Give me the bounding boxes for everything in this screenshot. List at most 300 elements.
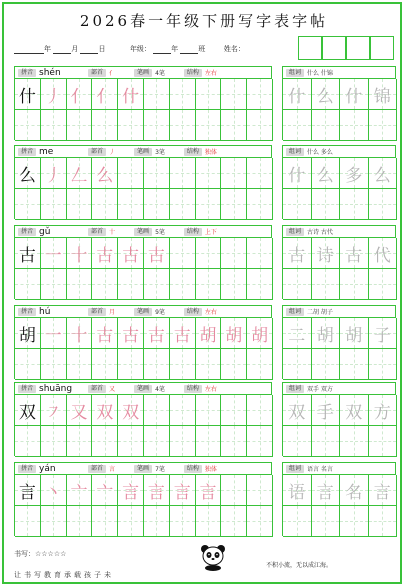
grid-cell[interactable] <box>221 110 247 141</box>
words-grid <box>282 474 396 536</box>
grid-cell[interactable] <box>118 269 144 300</box>
grid-cell[interactable] <box>196 395 222 426</box>
grid-cell[interactable] <box>221 349 247 380</box>
grid-cell[interactable] <box>15 189 41 220</box>
writing-grid <box>14 237 272 299</box>
stroke-step: 古 <box>96 245 114 266</box>
year-label: 年 <box>44 45 51 53</box>
radical-label: 部首 <box>88 385 106 393</box>
character-section <box>4 382 404 460</box>
grid-cell[interactable] <box>67 426 93 457</box>
worksheet-page <box>2 2 402 584</box>
words-grid <box>282 78 396 140</box>
word-cell[interactable] <box>369 318 398 349</box>
grid-cell[interactable] <box>196 269 222 300</box>
word-character: 语 <box>288 482 306 503</box>
strokes-value: 4笔 <box>155 70 165 77</box>
grid-cell[interactable] <box>221 475 247 506</box>
grid-cell[interactable] <box>221 158 247 189</box>
words-header <box>282 225 396 237</box>
grid-cell[interactable] <box>118 318 144 349</box>
grid-cell[interactable] <box>144 110 170 141</box>
pinyin-value: hú <box>39 306 51 317</box>
words-header <box>282 462 396 474</box>
stroke-step: 古 <box>96 325 114 346</box>
writing-grid <box>14 78 272 140</box>
grid-cell[interactable] <box>247 158 273 189</box>
year-blank[interactable] <box>14 47 44 54</box>
word-cell[interactable] <box>312 269 341 300</box>
grid-cell[interactable] <box>144 238 170 269</box>
grid-cell[interactable] <box>221 395 247 426</box>
writing-grid <box>14 474 272 536</box>
word-cell[interactable] <box>340 238 369 269</box>
model-character: 胡 <box>18 325 36 346</box>
grid-cell[interactable] <box>92 79 118 110</box>
grid-cell[interactable] <box>92 158 118 189</box>
grid-cell[interactable] <box>92 349 118 380</box>
strokes-label: 笔画 <box>134 385 152 393</box>
word-cell[interactable] <box>340 110 369 141</box>
word-cell[interactable] <box>340 506 369 537</box>
words-label: 组词 <box>286 228 304 236</box>
grid-cell[interactable] <box>67 238 93 269</box>
word-character: 双 <box>345 402 363 423</box>
grid-cell[interactable] <box>41 318 67 349</box>
grid-cell[interactable] <box>144 158 170 189</box>
word-cell[interactable] <box>283 110 312 141</box>
grid-cell[interactable] <box>247 269 273 300</box>
word-character: 古 <box>345 245 363 266</box>
grid-cell[interactable] <box>118 475 144 506</box>
grid-cell[interactable] <box>247 110 273 141</box>
grid-cell[interactable] <box>67 475 93 506</box>
grid-cell[interactable] <box>247 318 273 349</box>
stroke-step: 古 <box>122 325 140 346</box>
grid-cell[interactable] <box>144 269 170 300</box>
structure-label: 结构 <box>184 385 202 393</box>
character-header <box>14 462 272 474</box>
character-section <box>4 462 404 540</box>
word-cell[interactable] <box>340 395 369 426</box>
grid-cell[interactable] <box>92 238 118 269</box>
word-cell[interactable] <box>283 349 312 380</box>
class-label: 班 <box>198 45 206 53</box>
stroke-step: 十 <box>70 245 88 266</box>
words-header <box>282 382 396 394</box>
word-character: 胡 <box>316 325 334 346</box>
grid-cell[interactable] <box>221 426 247 457</box>
grid-cell[interactable] <box>92 426 118 457</box>
grid-cell[interactable] <box>144 395 170 426</box>
radical-value: 丿 <box>109 149 116 156</box>
word-cell[interactable] <box>283 475 312 506</box>
word-cell[interactable] <box>312 426 341 457</box>
word-cell[interactable] <box>369 395 398 426</box>
stroke-step: 一 <box>44 325 62 346</box>
stroke-step: 亠 <box>96 482 114 503</box>
word-cell[interactable] <box>340 475 369 506</box>
stroke-step: 亻 <box>70 86 88 107</box>
day-blank[interactable] <box>80 47 98 54</box>
class-blank[interactable] <box>180 47 198 54</box>
structure-label: 结构 <box>184 148 202 156</box>
grid-cell[interactable] <box>196 158 222 189</box>
grid-cell[interactable] <box>170 426 196 457</box>
grid-cell[interactable] <box>118 110 144 141</box>
grid-cell[interactable] <box>15 318 41 349</box>
words-header <box>282 66 396 78</box>
word-cell[interactable] <box>283 79 312 110</box>
pinyin-label: 拼音 <box>18 148 36 156</box>
word-character: 么 <box>316 165 334 186</box>
grid-cell[interactable] <box>15 426 41 457</box>
words-grid <box>282 394 396 456</box>
word-cell[interactable] <box>369 269 398 300</box>
grid-cell[interactable] <box>221 189 247 220</box>
grid-cell[interactable] <box>247 238 273 269</box>
grid-cell[interactable] <box>41 475 67 506</box>
structure-value: 上下 <box>204 229 217 236</box>
radical-value: 月 <box>109 309 116 316</box>
grid-cell[interactable] <box>170 506 196 537</box>
grid-cell[interactable] <box>170 189 196 220</box>
word-cell[interactable] <box>283 506 312 537</box>
words-label: 组词 <box>286 385 304 393</box>
grid-cell[interactable] <box>170 79 196 110</box>
grid-cell[interactable] <box>92 475 118 506</box>
grade-year-label: 年 <box>171 45 179 53</box>
grid-cell[interactable] <box>221 318 247 349</box>
word-cell[interactable] <box>312 475 341 506</box>
grid-cell[interactable] <box>15 475 41 506</box>
pinyin-value: gǔ <box>39 226 51 237</box>
word-cell[interactable] <box>283 189 312 220</box>
stroke-step: 古 <box>122 245 140 266</box>
words-label: 组词 <box>286 465 304 473</box>
grid-cell[interactable] <box>67 506 93 537</box>
grid-cell[interactable] <box>196 506 222 537</box>
pinyin-label: 拼音 <box>18 385 36 393</box>
grid-cell[interactable] <box>196 349 222 380</box>
radical-label: 部首 <box>88 148 106 156</box>
page-title: 2026春一年级下册写字表字帖 <box>79 12 329 30</box>
character-header <box>14 305 272 317</box>
word-cell[interactable] <box>369 110 398 141</box>
info-row <box>14 44 245 54</box>
stroke-step: 双 <box>122 402 140 423</box>
word-cell[interactable] <box>312 158 341 189</box>
words-grid <box>282 237 396 299</box>
character-header <box>14 66 272 78</box>
grid-cell[interactable] <box>41 158 67 189</box>
grid-cell[interactable] <box>41 110 67 141</box>
grid-cell[interactable] <box>41 238 67 269</box>
grade-blank[interactable] <box>153 47 171 54</box>
word-character: 言 <box>373 482 391 503</box>
grid-cell[interactable] <box>92 189 118 220</box>
stroke-step: 十 <box>70 325 88 346</box>
grid-cell[interactable] <box>41 189 67 220</box>
word-cell[interactable] <box>283 318 312 349</box>
pinyin-label: 拼音 <box>18 308 36 316</box>
grid-cell[interactable] <box>196 318 222 349</box>
stroke-step: 双 <box>96 402 114 423</box>
grid-cell[interactable] <box>170 475 196 506</box>
grid-cell[interactable] <box>247 475 273 506</box>
month-blank[interactable] <box>53 47 71 54</box>
radical-label: 部首 <box>88 69 106 77</box>
word-cell[interactable] <box>340 426 369 457</box>
word-character: 手 <box>316 402 334 423</box>
grid-cell[interactable] <box>41 269 67 300</box>
radical-value: 十 <box>109 229 116 236</box>
grid-cell[interactable] <box>221 506 247 537</box>
grid-cell[interactable] <box>144 349 170 380</box>
grid-cell[interactable] <box>247 349 273 380</box>
word-cell[interactable] <box>340 349 369 380</box>
grid-cell[interactable] <box>15 158 41 189</box>
grid-cell[interactable] <box>247 506 273 537</box>
words-value: 语言 名言 <box>307 466 333 473</box>
model-character: 言 <box>18 482 36 503</box>
grid-cell[interactable] <box>144 79 170 110</box>
words-label: 组词 <box>286 148 304 156</box>
grid-cell[interactable] <box>15 395 41 426</box>
radical-label: 部首 <box>88 228 106 236</box>
grid-cell[interactable] <box>92 110 118 141</box>
grid-cell[interactable] <box>196 79 222 110</box>
strokes-label: 笔画 <box>134 148 152 156</box>
grid-cell[interactable] <box>67 349 93 380</box>
grid-cell[interactable] <box>144 189 170 220</box>
stroke-step: 古 <box>173 325 191 346</box>
grid-cell[interactable] <box>15 238 41 269</box>
grid-cell[interactable] <box>196 475 222 506</box>
grid-cell[interactable] <box>41 349 67 380</box>
word-character: 什 <box>288 165 306 186</box>
words-value: 什么 什锦 <box>307 70 333 77</box>
grid-cell[interactable] <box>41 79 67 110</box>
word-cell[interactable] <box>312 189 341 220</box>
grid-cell[interactable] <box>67 269 93 300</box>
word-cell[interactable] <box>283 238 312 269</box>
words-value: 古诗 古代 <box>307 229 333 236</box>
character-header <box>14 145 272 157</box>
model-character: 么 <box>18 165 36 186</box>
word-cell[interactable] <box>283 395 312 426</box>
stroke-step: 胡 <box>199 325 217 346</box>
word-cell[interactable] <box>340 158 369 189</box>
grid-cell[interactable] <box>118 158 144 189</box>
strokes-label: 笔画 <box>134 308 152 316</box>
grid-cell[interactable] <box>170 349 196 380</box>
stroke-step: 亠 <box>70 482 88 503</box>
word-cell[interactable] <box>312 110 341 141</box>
slogan-text: 让书写教育承载孩子未 <box>14 571 114 579</box>
grid-cell[interactable] <box>92 269 118 300</box>
grid-cell[interactable] <box>67 158 93 189</box>
grid-cell[interactable] <box>118 395 144 426</box>
word-cell[interactable] <box>369 349 398 380</box>
word-cell[interactable] <box>283 158 312 189</box>
grid-cell[interactable] <box>15 349 41 380</box>
strokes-value: 5笔 <box>155 229 165 236</box>
word-cell[interactable] <box>283 426 312 457</box>
stroke-step: 丿 <box>44 165 62 186</box>
grid-cell[interactable] <box>118 238 144 269</box>
word-character: 胡 <box>345 325 363 346</box>
word-character: 什 <box>288 86 306 107</box>
grid-cell[interactable] <box>247 79 273 110</box>
grid-cell[interactable] <box>196 426 222 457</box>
word-character: 言 <box>316 482 334 503</box>
structure-value: 左右 <box>204 386 217 393</box>
structure-label: 结构 <box>184 465 202 473</box>
stroke-step: 么 <box>96 165 114 186</box>
grid-cell[interactable] <box>67 395 93 426</box>
grid-cell[interactable] <box>170 269 196 300</box>
character-header <box>14 382 272 394</box>
word-cell[interactable] <box>312 318 341 349</box>
writing-grid <box>14 394 272 456</box>
pinyin-label: 拼音 <box>18 228 36 236</box>
grid-cell[interactable] <box>170 158 196 189</box>
stroke-step: 一 <box>44 245 62 266</box>
pinyin-value: shuāng <box>39 383 73 394</box>
grid-cell[interactable] <box>247 395 273 426</box>
grid-cell[interactable] <box>144 506 170 537</box>
grid-cell[interactable] <box>118 426 144 457</box>
name-box[interactable] <box>346 36 370 60</box>
word-cell[interactable] <box>312 349 341 380</box>
word-cell[interactable] <box>312 395 341 426</box>
grid-cell[interactable] <box>196 189 222 220</box>
structure-label: 结构 <box>184 308 202 316</box>
grid-cell[interactable] <box>196 110 222 141</box>
word-cell[interactable] <box>369 426 398 457</box>
grid-cell[interactable] <box>247 189 273 220</box>
grid-cell[interactable] <box>144 426 170 457</box>
word-cell[interactable] <box>340 318 369 349</box>
model-character: 古 <box>18 245 36 266</box>
name-box[interactable] <box>370 36 394 60</box>
model-character: 双 <box>18 402 36 423</box>
grid-cell[interactable] <box>67 110 93 141</box>
rating-text: 书写：☆☆☆☆☆ <box>14 550 67 558</box>
name-box[interactable] <box>298 36 322 60</box>
word-cell[interactable] <box>312 238 341 269</box>
stroke-step: 言 <box>147 482 165 503</box>
grid-cell[interactable] <box>118 189 144 220</box>
word-cell[interactable] <box>340 269 369 300</box>
month-label: 月 <box>71 45 79 53</box>
writing-grid <box>14 157 272 219</box>
word-cell[interactable] <box>369 506 398 537</box>
word-cell[interactable] <box>312 506 341 537</box>
stroke-step: 古 <box>147 245 165 266</box>
structure-label: 结构 <box>184 69 202 77</box>
grid-cell[interactable] <box>118 349 144 380</box>
grid-cell[interactable] <box>41 426 67 457</box>
grid-cell[interactable] <box>15 110 41 141</box>
writing-grid <box>14 317 272 379</box>
motto-text: 不积小流，无以成江海。 <box>266 562 333 569</box>
grid-cell[interactable] <box>41 395 67 426</box>
word-cell[interactable] <box>369 475 398 506</box>
word-cell[interactable] <box>369 238 398 269</box>
grid-cell[interactable] <box>118 506 144 537</box>
name-box[interactable] <box>322 36 346 60</box>
structure-value: 左右 <box>204 309 217 316</box>
pinyin-label: 拼音 <box>18 465 36 473</box>
grid-cell[interactable] <box>92 318 118 349</box>
grid-cell[interactable] <box>92 506 118 537</box>
word-cell[interactable] <box>283 269 312 300</box>
word-character: 方 <box>373 402 391 423</box>
stroke-step: 又 <box>70 402 88 423</box>
word-character: 什 <box>345 86 363 107</box>
grid-cell[interactable] <box>144 475 170 506</box>
stroke-step: 言 <box>122 482 140 503</box>
word-cell[interactable] <box>369 158 398 189</box>
grid-cell[interactable] <box>118 79 144 110</box>
panda-icon <box>198 541 228 571</box>
word-cell[interactable] <box>369 79 398 110</box>
grid-cell[interactable] <box>170 238 196 269</box>
stroke-step: 丶 <box>44 482 62 503</box>
structure-value: 独体 <box>204 466 217 473</box>
grid-cell[interactable] <box>67 79 93 110</box>
grid-cell[interactable] <box>41 506 67 537</box>
day-label: 日 <box>98 45 106 53</box>
grid-cell[interactable] <box>15 506 41 537</box>
strokes-value: 7笔 <box>155 466 165 473</box>
strokes-value: 4笔 <box>155 386 165 393</box>
grid-cell[interactable] <box>15 79 41 110</box>
grid-cell[interactable] <box>144 318 170 349</box>
grid-cell[interactable] <box>67 189 93 220</box>
character-header <box>14 225 272 237</box>
structure-value: 独体 <box>204 149 217 156</box>
grid-cell[interactable] <box>247 426 273 457</box>
grid-cell[interactable] <box>170 395 196 426</box>
stroke-step: 胡 <box>251 325 269 346</box>
grid-cell[interactable] <box>221 238 247 269</box>
grid-cell[interactable] <box>92 395 118 426</box>
grid-cell[interactable] <box>170 110 196 141</box>
grid-cell[interactable] <box>170 318 196 349</box>
word-cell[interactable] <box>369 189 398 220</box>
character-section <box>4 66 404 144</box>
grid-cell[interactable] <box>221 79 247 110</box>
grid-cell[interactable] <box>196 238 222 269</box>
word-cell[interactable] <box>312 79 341 110</box>
word-cell[interactable] <box>340 79 369 110</box>
radical-value: 又 <box>109 386 116 393</box>
strokes-value: 3笔 <box>155 149 165 156</box>
grid-cell[interactable] <box>15 269 41 300</box>
grid-cell[interactable] <box>221 269 247 300</box>
stroke-step: 𠃋 <box>70 165 88 186</box>
stroke-step: ㇇ <box>44 402 62 423</box>
word-character: 子 <box>373 325 391 346</box>
strokes-label: 笔画 <box>134 228 152 236</box>
word-character: 二 <box>288 325 306 346</box>
words-value: 什么 多么 <box>307 149 333 156</box>
grid-cell[interactable] <box>67 318 93 349</box>
word-cell[interactable] <box>340 189 369 220</box>
